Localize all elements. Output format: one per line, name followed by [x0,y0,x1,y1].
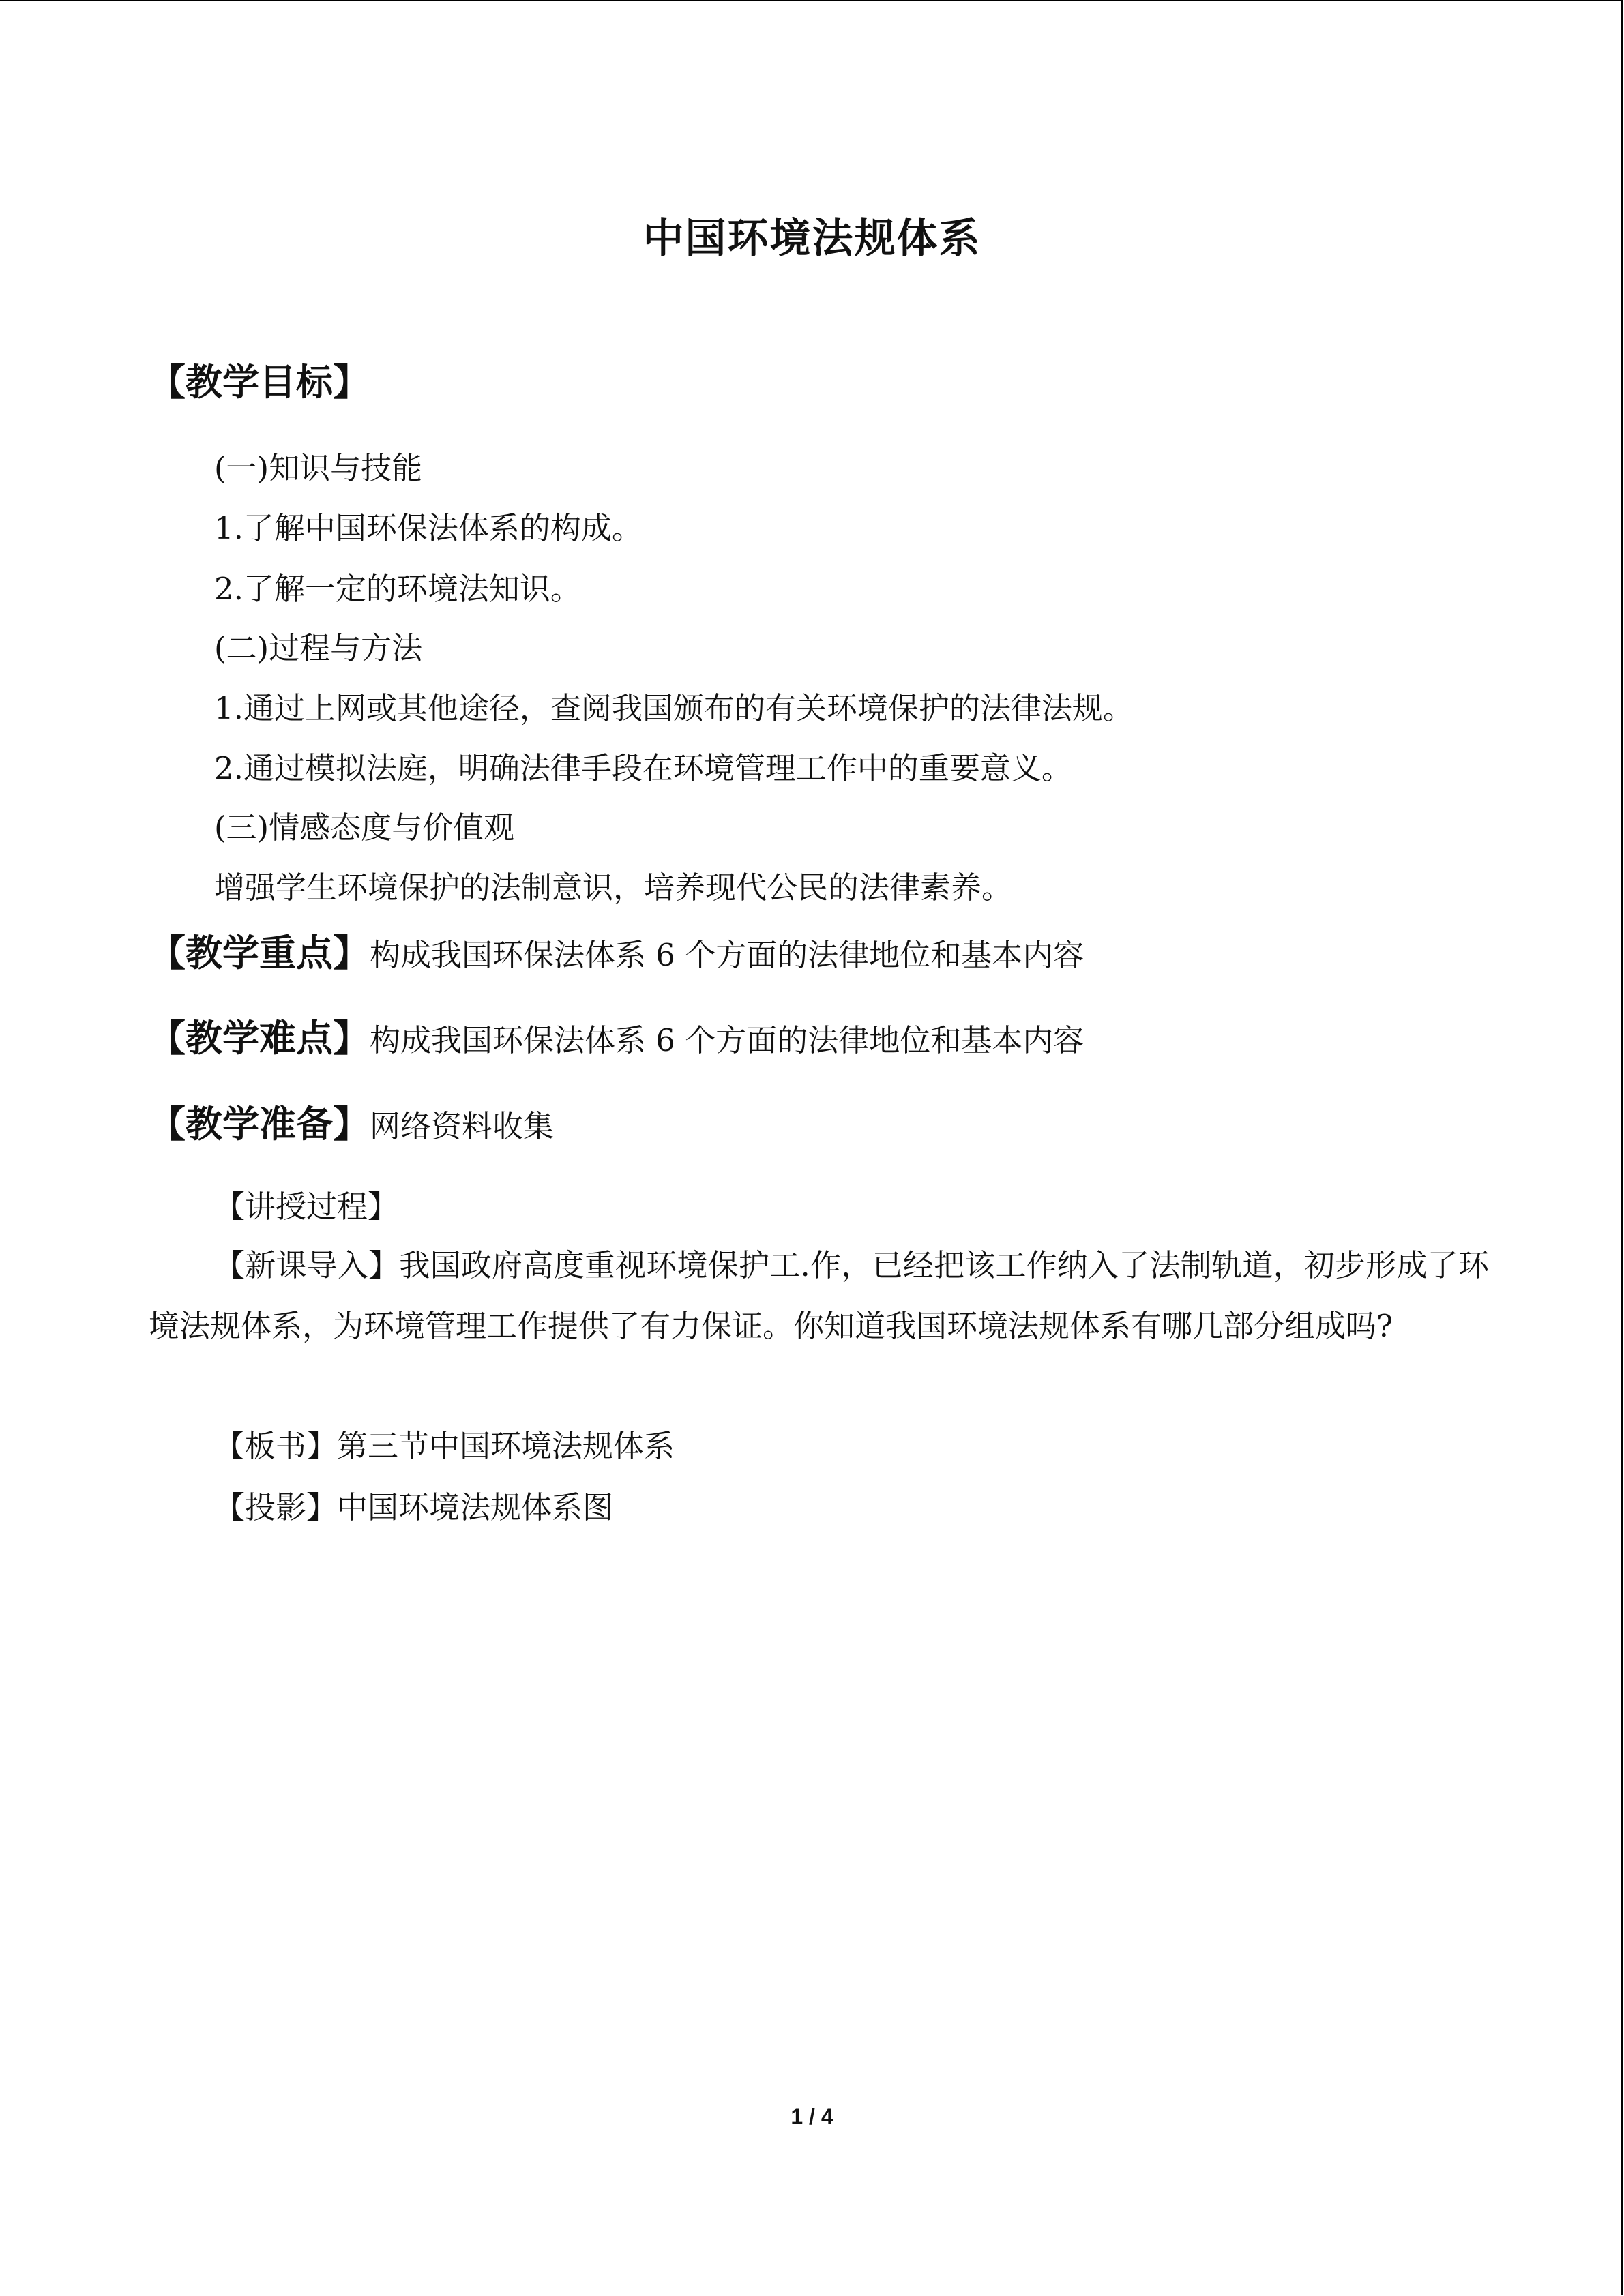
difficult-point-heading: 【教学难点】 [149,1017,370,1060]
preparation-text: 网络资料收集 [370,1108,555,1144]
objective-line: (一)知识与技能 [214,450,423,486]
document-title: 中国环境法规体系 [643,215,981,263]
difficult-point-row [149,1016,1084,1063]
objective-line: 1.了解中国环保法体系的构成。 [214,510,643,546]
key-point-heading: 【教学重点】 [149,931,370,974]
intro-paragraph: 【新课导入】我国政府高度重视环境保护工.作，已经把该工作纳入了法制轨道，初步形成了环境法规体系，为环境管理工作提供了有力保证。你知道我国环境法规体系有哪几部分组成吗? [149,1247,1489,1344]
objective-line: 2.通过模拟法庭，明确法律手段在环境管理工作中的重要意义。 [214,750,1072,786]
objective-line: 1.通过上网或其他途径，查阅我国颁布的有关环境保护的法律法规。 [214,690,1134,726]
objective-line: (三)情感态度与价值观 [214,809,515,846]
process-label: 【讲授过程】 [214,1189,399,1225]
preparation-heading: 【教学准备】 [149,1103,370,1146]
preparation-row [149,1102,554,1149]
objective-line: (二)过程与方法 [214,630,423,666]
objective-line: 增强学生环境保护的法制意识，培养现代公民的法律素养。 [214,869,1013,906]
page-number: 1 / 4 [791,2104,833,2129]
key-point-row [149,931,1084,978]
board-line: 【板书】第三节中国环境法规体系 [214,1428,675,1464]
objective-line: 2.了解一定的环境法知识。 [214,571,581,607]
objectives-heading: 【教学目标】 [149,361,370,404]
projection-line: 【投影】中国环境法规体系图 [214,1489,614,1525]
key-point-text: 构成我国环保法体系 6 个方面的法律地位和基本内容 [370,937,1084,973]
difficult-point-text: 构成我国环保法体系 6 个方面的法律地位和基本内容 [370,1022,1084,1058]
